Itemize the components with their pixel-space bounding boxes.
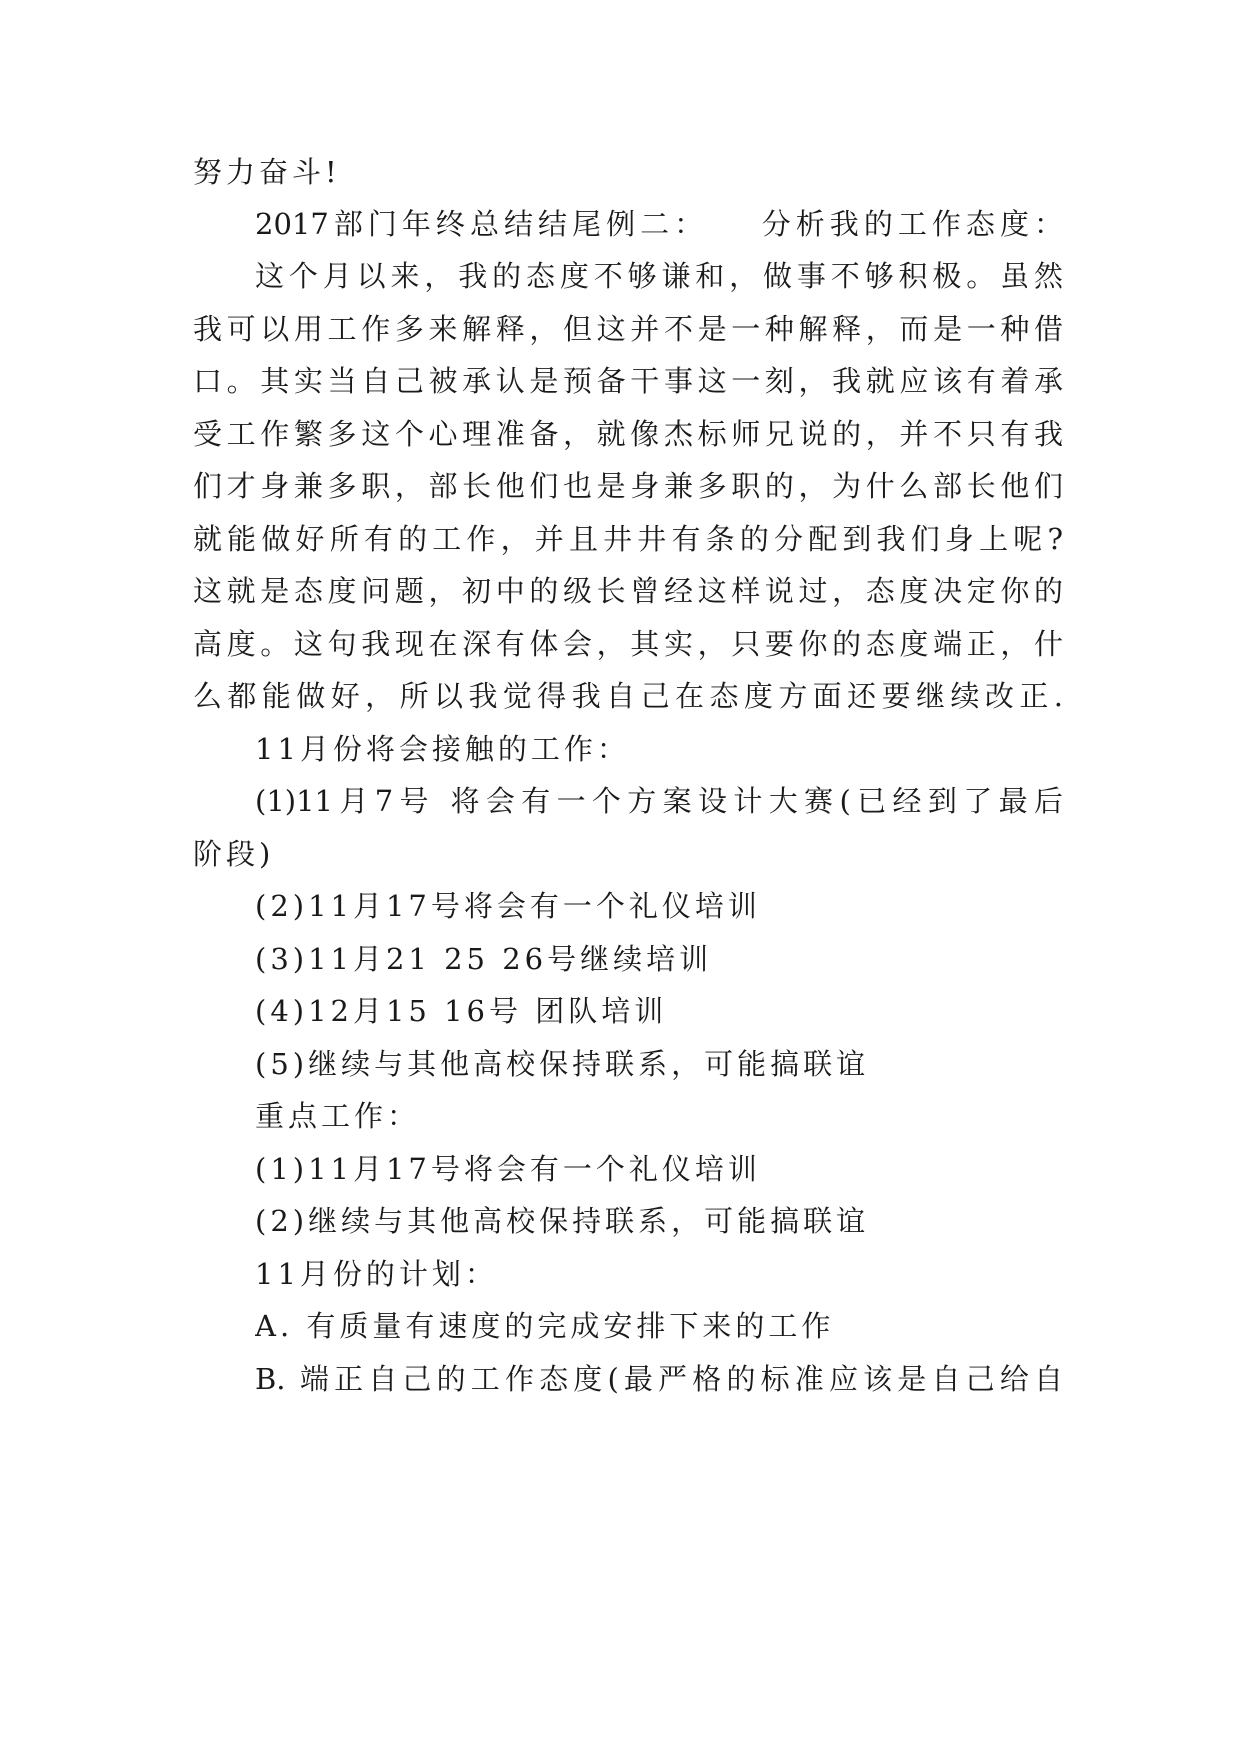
- text-line-23: A. 有质量有速度的完成安排下来的工作: [255, 1309, 835, 1343]
- text-line-18: (5)继续与其他高校保持联系，可能搞联谊: [255, 1047, 870, 1081]
- text-line-24: B. 端正自己的工作态度(最严格的标准应该是自己给自: [255, 1362, 1063, 1396]
- text-line-15: (2)11月17号将会有一个礼仪培训: [255, 889, 761, 923]
- text-line-8: 就能做好所有的工作，并且井井有条的分配到我们身上呢?: [193, 522, 1063, 556]
- text-line-6: 受工作繁多这个心理准备，就像杰标师兄说的，并不只有我: [193, 417, 1063, 451]
- text-line-22: 11月份的计划：: [255, 1257, 498, 1291]
- text-line-2: 2017部门年终总结结尾例二： 分析我的工作态度：: [255, 207, 1063, 241]
- text-line-13: (1)11月7号 将会有一个方案设计大赛(已经到了最后: [255, 784, 1063, 818]
- text-line-3: 这个月以来，我的态度不够谦和，做事不够积极。虽然: [255, 259, 1063, 293]
- text-line-5: 口。其实当自己被承认是预备干事这一刻，我就应该有着承: [193, 364, 1063, 398]
- text-line-1: 努力奋斗!: [193, 155, 341, 189]
- text-line-10: 高度。这句我现在深有体会，其实，只要你的态度端正，什: [193, 627, 1063, 661]
- text-line-19: 重点工作：: [255, 1099, 421, 1133]
- text-line-11: 么都能做好，所以我觉得我自己在态度方面还要继续改正.: [193, 679, 1063, 713]
- text-line-12: 11月份将会接触的工作：: [255, 732, 630, 766]
- text-line-16: (3)11月21 25 26号继续培训: [255, 942, 713, 976]
- text-line-20: (1)11月17号将会有一个礼仪培训: [255, 1152, 761, 1186]
- text-line-17: (4)12月15 16号 团队培训: [255, 994, 668, 1028]
- text-line-21: (2)继续与其他高校保持联系，可能搞联谊: [255, 1204, 870, 1238]
- text-line-14: 阶段): [193, 837, 275, 871]
- text-line-9: 这就是态度问题，初中的级长曾经这样说过，态度决定你的: [193, 574, 1063, 608]
- text-line-4: 我可以用工作多来解释，但这并不是一种解释，而是一种借: [193, 312, 1063, 346]
- text-line-7: 们才身兼多职，部长他们也是身兼多职的，为什么部长他们: [193, 469, 1063, 503]
